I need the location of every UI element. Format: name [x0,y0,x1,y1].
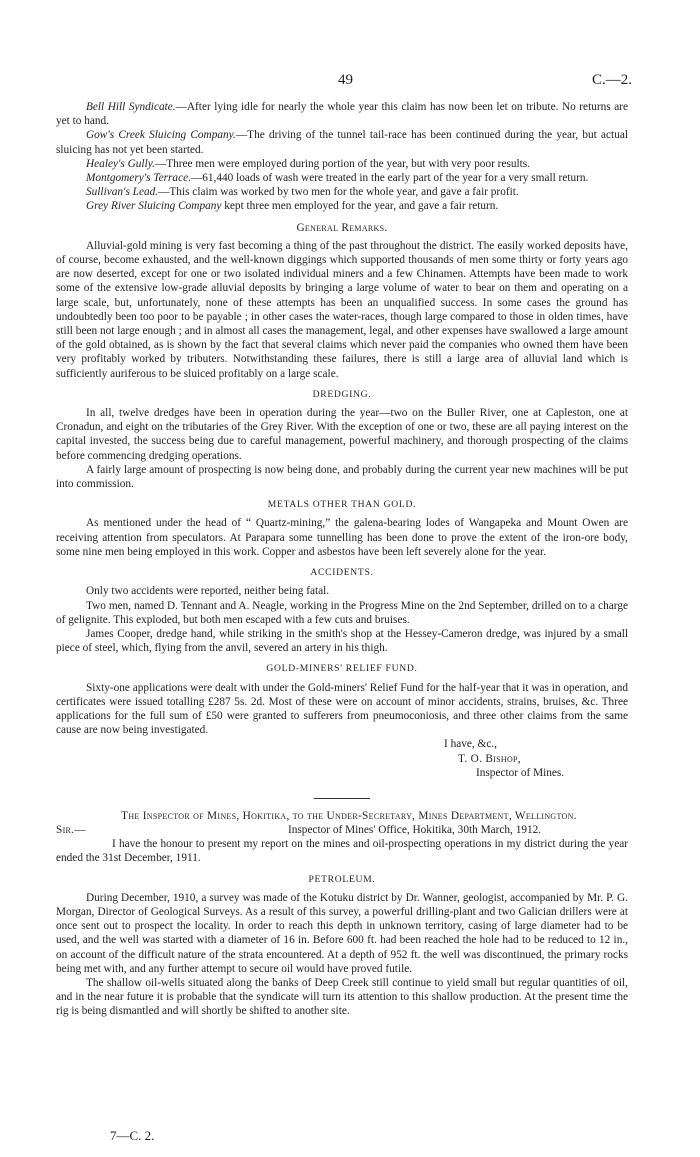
dredging-paragraph: A fairly large amount of prospecting is now being done, and probably during the current year new machines will be put into commission. [56,463,628,491]
claim-paragraph [56,128,628,156]
salutation-line [56,823,628,837]
claim-text: —61,440 loads of wash were treated in the early part of the year for a very small return. [190,172,589,185]
accidents-paragraph: Two men, named D. Tennant and A. Neagle, working in the Progress Mine on the 2nd September, drilled on to a charge of gelignite. This exploded, but both men escaped with a few cuts and bruises. [56,599,628,626]
relief-fund-heading: GOLD-MINERS' RELIEF FUND. [266,663,418,675]
accidents-heading: ACCIDENTS. [310,567,374,579]
claim-paragraph [56,157,628,171]
signoff-title: Inspector of Mines. [476,766,565,779]
claim-paragraph [56,171,628,185]
claim-paragraph [56,100,628,128]
claim-name: Grey River Sluicing Company [86,200,222,213]
claim-text: —After lying idle for nearly the whole year this claim has now been let on tribute. No returns are yet to hand. [56,101,629,128]
office-date: Inspector of Mines' Office, Hokitika, 30th March, 1912. [288,824,542,837]
letter-heading: The Inspector of Mines, Hokitika, to the Under-Secretary, Mines Department, Wellington. [121,809,577,822]
dredging-heading: DREDGING. [312,388,372,400]
general-remarks-heading: General Remarks. [296,221,388,234]
page-number: 49 [338,72,353,88]
claim-name: Gow's Creek Sluicing Company. [86,129,236,142]
claim-text: —The driving of the tunnel tail-race has been continued during the year, but actual sluicing has not yet been started. [56,129,628,156]
claim-name: Montgomery's Terrace. [86,172,191,185]
metals-heading: METALS OTHER THAN GOLD. [267,499,417,511]
signoff-closing: I have, &c., [444,738,498,751]
accidents-paragraph: Only two accidents were reported, neither being fatal. [86,585,330,598]
claim-text: kept three men employed for the year, and gave a fair return. [221,200,499,213]
letter-intro: I have the honour to present my report on the mines and oil-prospecting operations in my district during the year ended the 31st December, 1911. [56,838,628,865]
petroleum-heading: PETROLEUM. [308,873,376,885]
document-code: C.—2. [592,72,633,88]
claim-name: Sullivan's Lead. [86,186,159,199]
section-divider [314,798,370,799]
petroleum-paragraph: During December, 1910, a survey was made of the Kotuku district by Dr. Wanner, geologist, accompanied by Mr. P. G. Morgan, Director of Geological Surveys. As a result of this survey, a powerful drilling-plant and two Galician drillers were at once sent out to prospect the locality. In order to reach this depth in unknown territory, casing of large diameter had to be used, and the well was started with a diameter of 16 in. Before 600 ft. had been reached the hole had to be reduced to 12 in., on account of the difficult nature of the strata encountered. At a depth of 952 ft. the well was discontinued, the primary rocks being met with, and any further attempt to secure oil would have proved futile. [56,891,628,975]
accidents-paragraph: James Cooper, dredge hand, while striking in the smith's shop at the Hessey-Cameron dredge, was injured by a small piece of steel, which, flying from the anvil, severed an artery in his thigh. [56,627,628,655]
general-remarks-paragraph: Alluvial-gold mining is very fast becoming a thing of the past throughout the district. The easily worked deposits have, of course, become exhausted, and the well-known diggings which supported thousands of men some thirty or forty years ago are now deserted, except for one or two isolated individual miners and a few Chinamen. Attempts have been made to work some of the extensive low-grade alluvial deposits by bringing a large volume of water to bear on them and operating on a large scale, but, unfortunately, none of these attempts has been an unqualified success. In some cases the ground has undoubtedly been too poor to be payable ; in other cases the water-races, though large compared to those in olden times, have still been not large enough ; and in almost all cases the management, legal, and other expenses have swallowed a large amount of the gold obtained, as is shown by the fact that several claims which never paid the companies who owned them have been very profitably worked by tributers. Notwithstanding these failures, there is still a large area of alluvial land which is sufficiently auriferous to be sluiced profitably on a large scale. [56,239,628,380]
salutation: Sir.— [56,824,86,837]
claim-paragraph [56,199,628,213]
claim-text: —Three men were employed during portion of the year, but with very poor results. [154,157,531,170]
dredging-paragraph: In all, twelve dredges have been in operation during the year—two on the Buller River, one at Capleston, one at Cronadun, and eight on the tributaries of the Grey River. With the exception of one or two, these are all paying interest on the capital invested, the success being due to careful management, powerful machinery, and thorough prospecting of the claims before commencing dredging operations. [56,407,628,462]
claim-paragraph [56,185,628,199]
relief-fund-paragraph: Sixty-one applications were dealt with under the Gold-miners' Relief Fund for the half-year that it was in operation, and certificates were issued totalling £287 5s. 2d. Most of these were on account of minor accidents, strains, bruises, &c. Three applications for the full sum of £50 were granted to sufferers from pneumoconiosis, and three other claims from the same cause are now being investigated. [56,681,628,737]
metals-paragraph: As mentioned under the head of “ Quartz-mining,” the galena-bearing lodes of Wangapeka and Mount Owen are receiving attention from speculators. At Parapara some tunnelling has been done to prove the extent of the iron-ore body, some nine men being employed in this work. Copper and asbestos have been left severely alone for the year. [56,517,628,558]
claim-name: Bell Hill Syndicate. [86,101,176,113]
claim-name: Healey's Gully. [86,157,155,170]
report-body [56,66,628,1019]
signoff-name: T. O. Bishop, [458,752,521,765]
petroleum-paragraph: The shallow oil-wells situated along the banks of Deep Creek still continue to yield small but regular quantities of oil, and in the near future it is probable that the syndicate will turn its attention to this shallow production. At the present time the rig is being dismantled and will shortly be shifted to another site. [56,976,628,1018]
claim-text: —This claim was worked by two men for the whole year, and gave a fair profit. [158,186,519,199]
signature-mark: 7—C. 2. [110,1128,155,1143]
